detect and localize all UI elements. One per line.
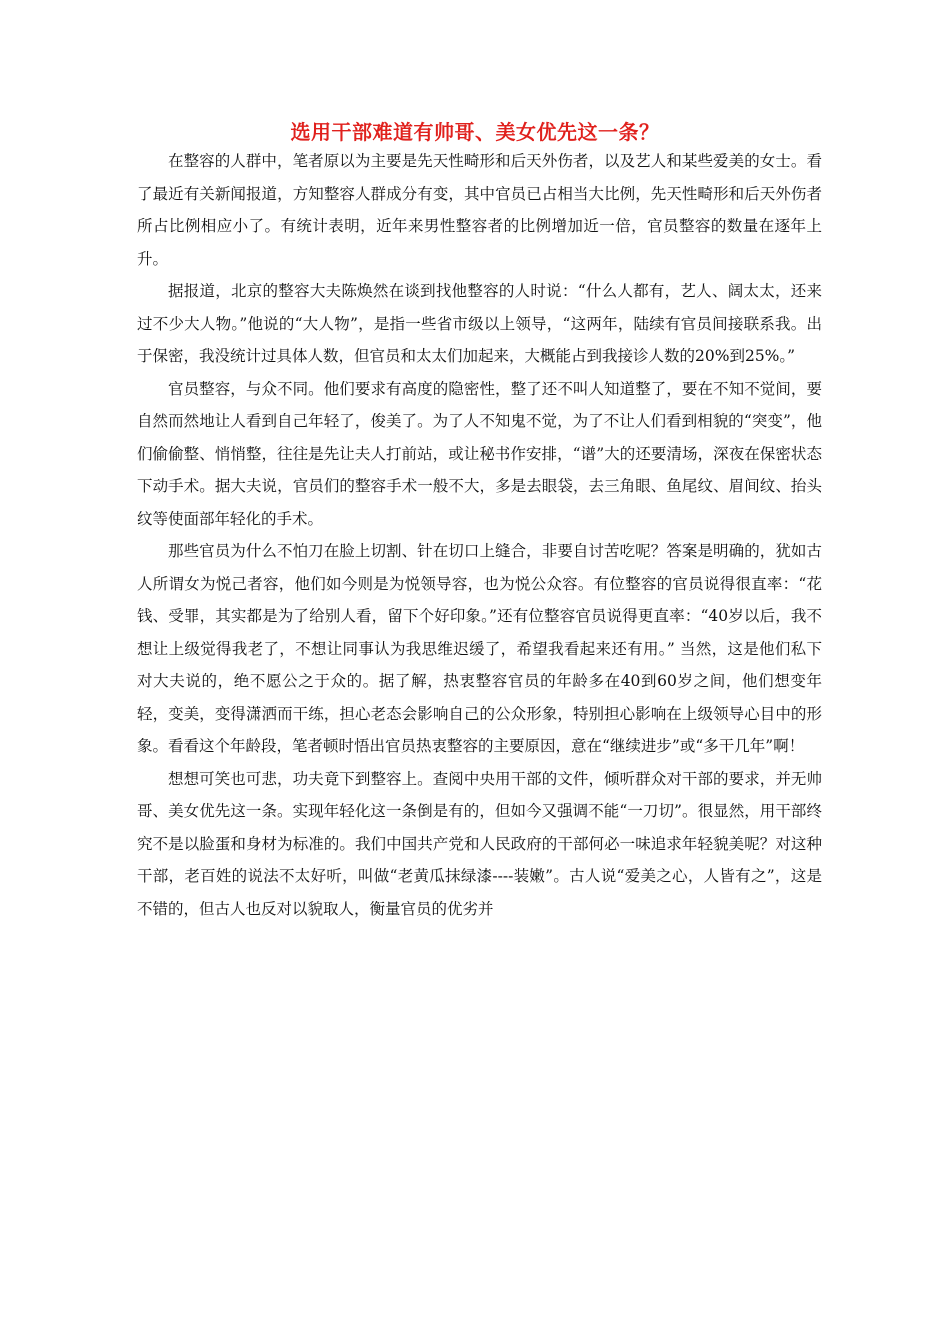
page-title: 选用干部难道有帅哥、美女优先这一条？ bbox=[290, 120, 660, 144]
article-body bbox=[137, 145, 822, 925]
paragraph-4: 那些官员为什么不怕刀在脸上切割、针在切口上缝合，非要自讨苦吃呢？答案是明确的，犹如古人所谓女为悦己者容，他们如今则是为悦领导容，也为悦公众容。有位整容的官员说得很直率：“花钱、受罪，其实都是为了给别人看，留下个好印象。”还有位整容官员说得更直率：“40岁以后，我不想让上级觉得我老了，不想让同事认为我思维迟缓了，希望我看起来还有用。” 当然，这是他们私下对大夫说的，绝不愿公之于众的。据了解，热衷整容官员的年龄多在40到60岁之间，他们想变年轻，变美，变得潇洒而干练，担心老态会影响自己的公众形象，特别担心影响在上级领导心目中的形象。看看这个年龄段，笔者顿时悟出官员热衷整容的主要原因，意在“继续进步”或“多干几年”啊！ bbox=[137, 542, 822, 755]
paragraph-1: 在整容的人群中，笔者原以为主要是先天性畸形和后天外伤者，以及艺人和某些爱美的女士。看了最近有关新闻报道，方知整容人群成分有变，其中官员已占相当大比例，先天性畸形和后天外伤者所占比例相应小了。有统计表明，近年来男性整容者的比例增加近一倍，官员整容的数量在逐年上升。 bbox=[137, 152, 822, 268]
paragraph-3: 官员整容，与众不同。他们要求有高度的隐密性，整了还不叫人知道整了，要在不知不觉间，要自然而然地让人看到自己年轻了，俊美了。为了人不知鬼不觉，为了不让人们看到相貌的“突变”，他们偷偷整、悄悄整，往往是先让夫人打前站，或让秘书作安排，“谱”大的还要清场，深夜在保密状态下动手术。据大夫说，官员们的整容手术一般不大，多是去眼袋，去三角眼、鱼尾纹、眉间纹、抬头纹等使面部年轻化的手术。 bbox=[137, 379, 822, 528]
paragraph-2: 据报道，北京的整容大夫陈焕然在谈到找他整容的人时说：“什么人都有，艺人、阔太太，还来过不少大人物。”他说的“大人物”，是指一些省市级以上领导，“这两年，陆续有官员间接联系我。出于保密，我没统计过具体人数，但官员和太太们加起来，大概能占到我接诊人数的20%到25%。” bbox=[137, 282, 822, 365]
paragraph-5: 想想可笑也可悲，功夫竟下到整容上。查阅中央用干部的文件，倾听群众对干部的要求，并无帅哥、美女优先这一条。实现年轻化这一条倒是有的，但如今又强调不能“一刀切”。很显然，用干部终究不是以脸蛋和身材为标准的。我们中国共产党和人民政府的干部何必一味追求年轻貌美呢？对这种干部，老百姓的说法不太好听，叫做“老黄瓜抹绿漆----装嫩”。古人说“爱美之心，人皆有之”，这是不错的，但古人也反对以貌取人，衡量官员的优劣并 bbox=[137, 769, 822, 918]
